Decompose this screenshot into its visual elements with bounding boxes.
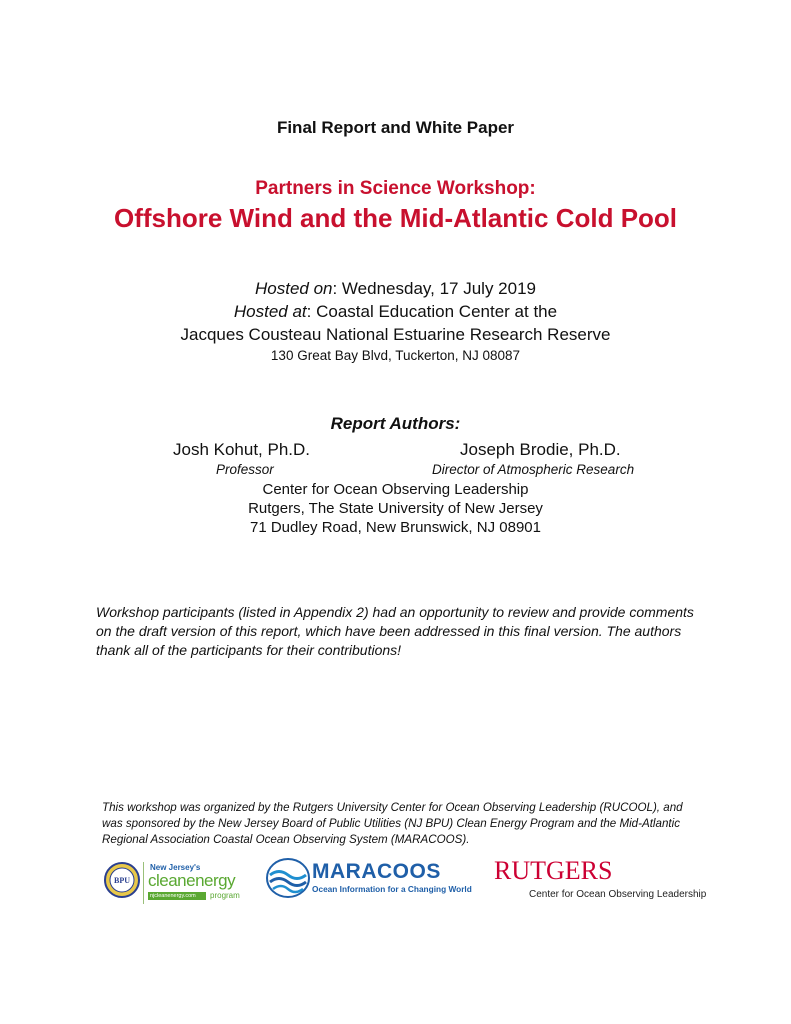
rutgers-center-name: Center for Ocean Observing Leadership (529, 889, 707, 900)
bpu-seal-text: BPU (114, 876, 130, 885)
rutgers-wordmark: RUTGERS (494, 856, 613, 885)
sponsor-note: This workshop was organized by the Rutgers University Center for Ocean Observing Leadership (RUCOOL), and was sponsored by the New Jersey Board of Public Utilities (NJ BPU) Clean Energy Program and the Mid-Atlantic Regional Association Coastal Ocean Observing System (MARACOOS). (102, 801, 683, 846)
hosted-on-value: : Wednesday, 17 July 2019 (332, 279, 536, 298)
document-type: Final Report and White Paper (276, 118, 515, 137)
affiliation-line: Rutgers, The State University of New Jersey (248, 500, 543, 517)
clean-energy-top-text: New Jersey's (150, 863, 201, 872)
hosted-on-line (0, 279, 791, 299)
affiliation-line: 71 Dudley Road, New Brunswick, NJ 08901 (250, 519, 541, 536)
hosted-at-value: : Coastal Education Center at the (306, 302, 558, 321)
clean-energy-sub: program (210, 891, 240, 900)
author-name-1: Josh Kohut, Ph.D. (173, 440, 311, 459)
review-note: Workshop participants (listed in Appendix 2) had an opportunity to review and provide comments on the draft version of this report, which have been addressed in this final version. The authors thank all of the participants for their contributions! (96, 604, 694, 658)
author-title-2: Director of Atmospheric Research (432, 462, 635, 477)
hosted-on-label: Hosted on (254, 279, 333, 298)
affiliation-line: Center for Ocean Observing Leadership (262, 481, 529, 498)
venue-address: 130 Great Bay Blvd, Tuckerton, NJ 08087 (270, 348, 521, 363)
workshop-series: Partners in Science Workshop: (255, 178, 536, 199)
maracoos-tagline: Ocean Information for a Changing World (312, 884, 472, 894)
clean-energy-url: njcleanenergy.com (150, 893, 196, 899)
clean-energy-main-text: cleanenergy (148, 871, 236, 890)
maracoos-wave-icon (266, 858, 310, 903)
maracoos-name: MARACOOS (312, 860, 441, 883)
workshop-title: Offshore Wind and the Mid-Atlantic Cold Pool (113, 203, 678, 233)
author-name-2: Joseph Brodie, Ph.D. (460, 440, 621, 459)
authors-heading: Report Authors: (330, 414, 461, 433)
hosted-at-line (0, 302, 791, 322)
author-title-1: Professor (216, 462, 274, 477)
hosted-at-label: Hosted at (233, 302, 307, 321)
clean-energy-logo (143, 862, 254, 904)
bpu-seal-logo (104, 862, 140, 903)
venue: Jacques Cousteau National Estuarine Research Reserve (180, 325, 611, 344)
